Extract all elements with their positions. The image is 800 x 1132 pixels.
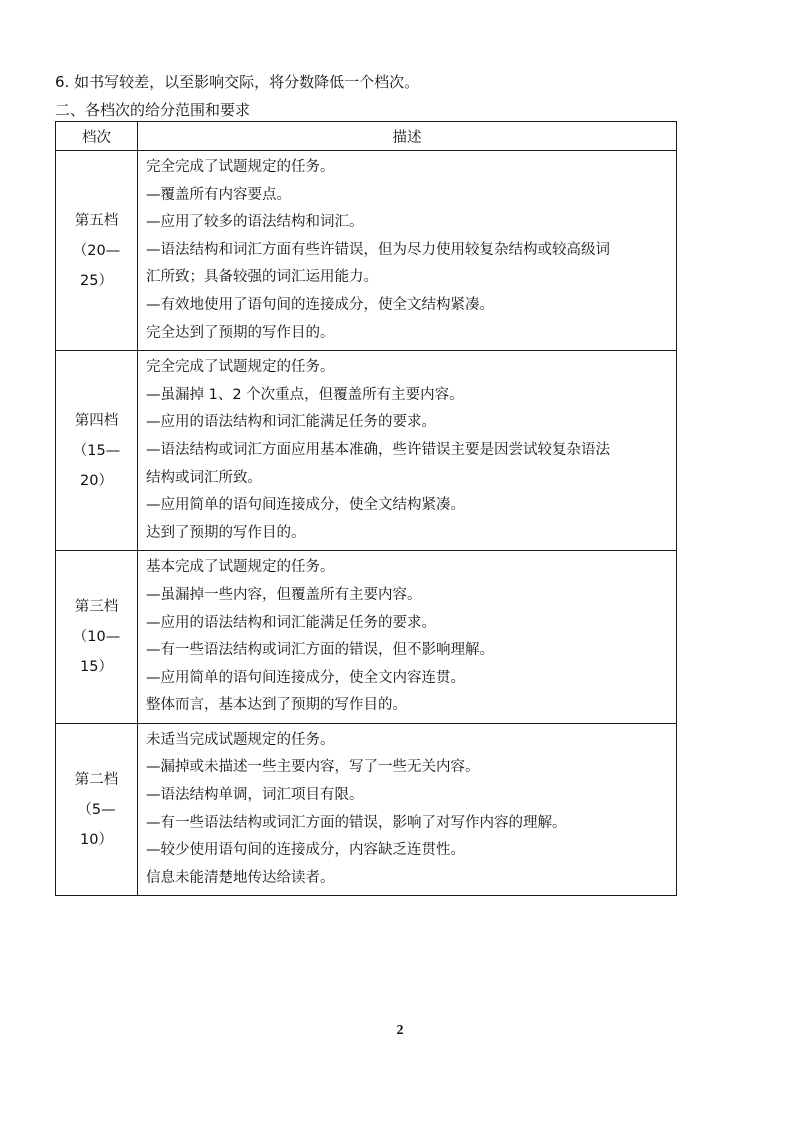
description-line: 整体而言，基本达到了预期的写作目的。 — [146, 697, 407, 714]
grade-name: 第三档 — [74, 599, 119, 616]
header-description: 描述 — [138, 122, 677, 151]
description-line: 信息未能清楚地传达给读者。 — [146, 869, 335, 886]
description-cell — [138, 351, 677, 551]
description-line: —覆盖所有内容要点。 — [146, 186, 291, 203]
score-range-end: 25） — [80, 272, 113, 289]
description-line: 未适当完成试题规定的任务。 — [146, 731, 335, 748]
grade-name: 第二档 — [74, 771, 119, 788]
page-number: 2 — [396, 1023, 404, 1038]
table-row — [56, 723, 677, 896]
description-line: —应用的语法结构和词汇能满足任务的要求。 — [146, 614, 436, 631]
score-range-start: （5— — [77, 801, 116, 818]
description-line: —应用了较多的语法结构和词汇。 — [146, 214, 364, 231]
section-title: 二、各档次的给分范围和要求 — [55, 101, 251, 119]
description-line: —较少使用语句间的连接成分，内容缺乏连贯性。 — [146, 842, 465, 859]
description-cell — [138, 551, 677, 724]
description-cell — [138, 723, 677, 896]
description-line: 完全完成了试题规定的任务。 — [146, 359, 335, 376]
table-row — [56, 151, 677, 351]
header-grade: 档次 — [56, 122, 138, 151]
grade-name: 第四档 — [74, 412, 119, 429]
description-line: 结构或词汇所致。 — [146, 469, 262, 486]
grade-cell — [56, 151, 138, 351]
score-range-start: （10— — [72, 629, 121, 646]
table-header-row — [56, 122, 677, 151]
score-range-start: （15— — [72, 442, 121, 459]
description-line: —有效地使用了语句间的连接成分，使全文结构紧凑。 — [146, 296, 494, 313]
table-row — [56, 551, 677, 724]
description-line: 基本完成了试题规定的任务。 — [146, 559, 335, 576]
table-row — [56, 351, 677, 551]
description-line: —虽漏掉一些内容，但覆盖所有主要内容。 — [146, 586, 422, 603]
description-line: —有一些语法结构或词汇方面的错误，但不影响理解。 — [146, 642, 494, 659]
description-line: 汇所致；具备较强的词汇运用能力。 — [146, 269, 378, 286]
description-line: —语法结构单调，词汇项目有限。 — [146, 787, 364, 804]
score-range-end: 15） — [80, 659, 113, 676]
score-range-end: 10） — [80, 831, 113, 848]
description-cell — [138, 151, 677, 351]
description-line: —语法结构和词汇方面有些许错误，但为尽力使用较复杂结构或较高级词 — [146, 241, 610, 258]
description-line: —虽漏掉 1、2 个次重点，但覆盖所有主要内容。 — [146, 386, 464, 403]
grade-cell — [56, 351, 138, 551]
description-line: —语法结构或词汇方面应用基本准确，些许错误主要是因尝试较复杂语法 — [146, 441, 610, 458]
grade-name: 第五档 — [74, 212, 119, 229]
description-line: 达到了预期的写作目的。 — [146, 524, 306, 541]
description-line: —有一些语法结构或词汇方面的错误，影响了对写作内容的理解。 — [146, 814, 567, 831]
description-line: —漏掉或未描述一些主要内容，写了一些无关内容。 — [146, 759, 480, 776]
grade-cell — [56, 551, 138, 724]
description-line: —应用简单的语句间连接成分，使全文内容连贯。 — [146, 669, 465, 686]
description-line: —应用的语法结构和词汇能满足任务的要求。 — [146, 414, 436, 431]
description-line: 完全完成了试题规定的任务。 — [146, 159, 335, 175]
grading-rubric-table — [55, 121, 677, 896]
grade-cell — [56, 723, 138, 896]
scoring-note: 6. 如书写较差，以至影响交际，将分数降低一个档次。 — [55, 73, 420, 91]
description-line: 完全达到了预期的写作目的。 — [146, 324, 335, 341]
description-line: —应用简单的语句间连接成分，使全文结构紧凑。 — [146, 497, 465, 514]
table-body — [56, 151, 677, 896]
score-range-end: 20） — [80, 472, 113, 489]
score-range-start: （20— — [72, 242, 121, 259]
